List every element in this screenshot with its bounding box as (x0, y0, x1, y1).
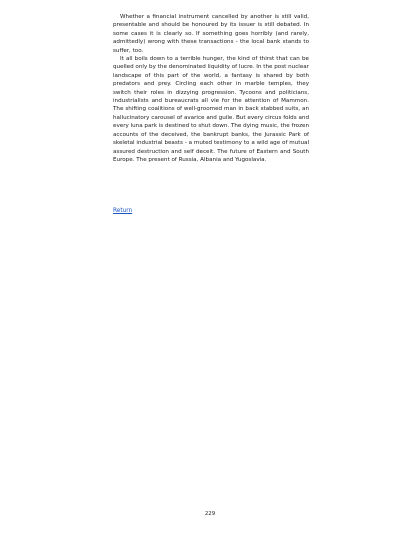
paragraph-2: It all boils down to a terrible hunger, the kind of thirst that can be quelled only by the denominated liquidity of lucre. In the post nuclear landscape of this part of the world, a fantasy is shared by both predators and prey. Circling each other in marble temples, they switch their roles in dizzying progression. Tycoons and politicians, industrialists and bureaucrats all vie for the attention of Mammon. The shifting coalitions of well-groomed man in back stabbed suits, an hallucinatory carousel of avarice and guile. But every circus folds and every luna park is destined to shut down. The dying music, the frozen accounts of the deceived, the bankrupt banks, the Jurassic Park of skeletal industrial beasts - a muted testimony to a wild age of mutual assured destruction and self deceit. The future of Eastern and South Europe. The present of Russia, Albania and Yugoslavia. (113, 56, 309, 163)
page-number: 229 (204, 511, 216, 517)
paragraph-1: Whether a financial instrument cancelled by another is still valid, presentable and should be honoured by its issuer is still debated. In some cases it is clearly so. If something goes horribly (and rarely, admittedly) wrong with these transactions - the local bank stands to suffer, too. (113, 14, 309, 54)
body-text (113, 13, 309, 164)
return-link[interactable]: Return (113, 208, 133, 214)
